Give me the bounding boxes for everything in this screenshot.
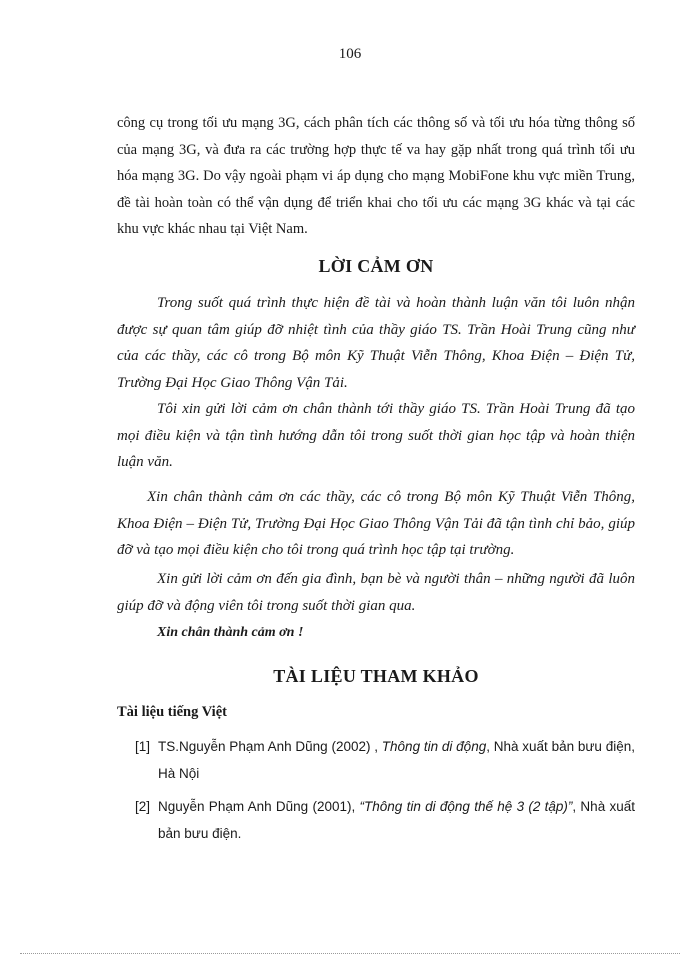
reference-title: “Thông tin di động thế hệ 3 (2 tập)” — [359, 799, 573, 814]
references-heading: TÀI LIỆU THAM KHẢO — [273, 666, 479, 686]
reference-number: [2] — [135, 799, 151, 814]
acknowledgement-paragraph — [117, 290, 635, 396]
acknowledgement-paragraph-text: Trong suốt quá trình thực hiện đề tài và hoàn thành luận văn tôi luôn nhận được sự quan tâm giúp đỡ nhiệt tình của thầy giáo TS. Trần Hoài Trung cũng như của các thầy, các cô trong Bộ môn Kỹ Thuật Viễn Thông, Khoa Điện – Điện Tử, Trường Đại Học Giao Thông Vận Tải. — [117, 295, 635, 391]
reference-title: Thông tin di động — [381, 739, 487, 754]
reference-publisher: , Nhà xuất bản bưu điện, Hà Nội — [158, 739, 635, 781]
intro-paragraph: công cụ trong tối ưu mạng 3G, cách phân tích các thông số và tối ưu hóa từng thông số của mạng 3G, và đưa ra các trường hợp thực tế va hay gặp nhất trong quá trình tối ưu hóa mạng 3G. Do vậy ngoài phạm vi áp dụng cho mạng MobiFone khu vực miền Trung, đề tài hoàn toàn có thể vận dụng để triển khai cho tối ưu các mạng 3G khác và tại các khu vực khác nhau tại Việt Nam. — [117, 115, 635, 237]
reference-publisher: , Nhà xuất bản bưu điện. — [158, 799, 635, 841]
reference-author: Nguyễn Phạm Anh Dũng (2001), — [158, 799, 360, 814]
acknowledgement-paragraph-text: Xin chân thành cảm ơn các thầy, các cô trong Bộ môn Kỹ Thuật Viễn Thông, Khoa Điện – Điện Tử, Trường Đại Học Giao Thông Vận Tải đã tận tình chỉ bảo, giúp đỡ và tạo mọi điều kiện cho tôi trong quá trình học tập tại trường. — [117, 489, 635, 558]
acknowledgement-paragraph-text: Xin gửi lời cảm ơn đến gia đình, bạn bè và người thân – những người đã luôn giúp đỡ và động viên tôi trong suốt thời gian qua. — [117, 571, 635, 614]
acknowledgement-closing: Xin chân thành cảm ơn ! — [157, 625, 304, 640]
reference-item — [135, 733, 635, 787]
references-subheading: Tài liệu tiếng Việt — [117, 704, 227, 720]
acknowledgement-paragraph — [117, 566, 635, 619]
reference-item — [135, 793, 635, 847]
acknowledgement-paragraph — [117, 484, 635, 564]
acknowledgement-heading: LỜI CẢM ƠN — [318, 256, 434, 276]
acknowledgement-paragraph — [117, 396, 635, 476]
reference-number: [1] — [135, 739, 151, 754]
page-number: 106 — [338, 46, 362, 62]
reference-author: TS.Nguyễn Phạm Anh Dũng (2002) , — [158, 739, 382, 754]
page-bottom-rule — [20, 953, 680, 954]
acknowledgement-paragraph-text: Tôi xin gửi lời cảm ơn chân thành tới thầy giáo TS. Trần Hoài Trung đã tạo mọi điều kiện và tận tình hướng dẫn tôi trong suốt thời gian học tập và hoàn thiện luận văn. — [117, 401, 635, 470]
